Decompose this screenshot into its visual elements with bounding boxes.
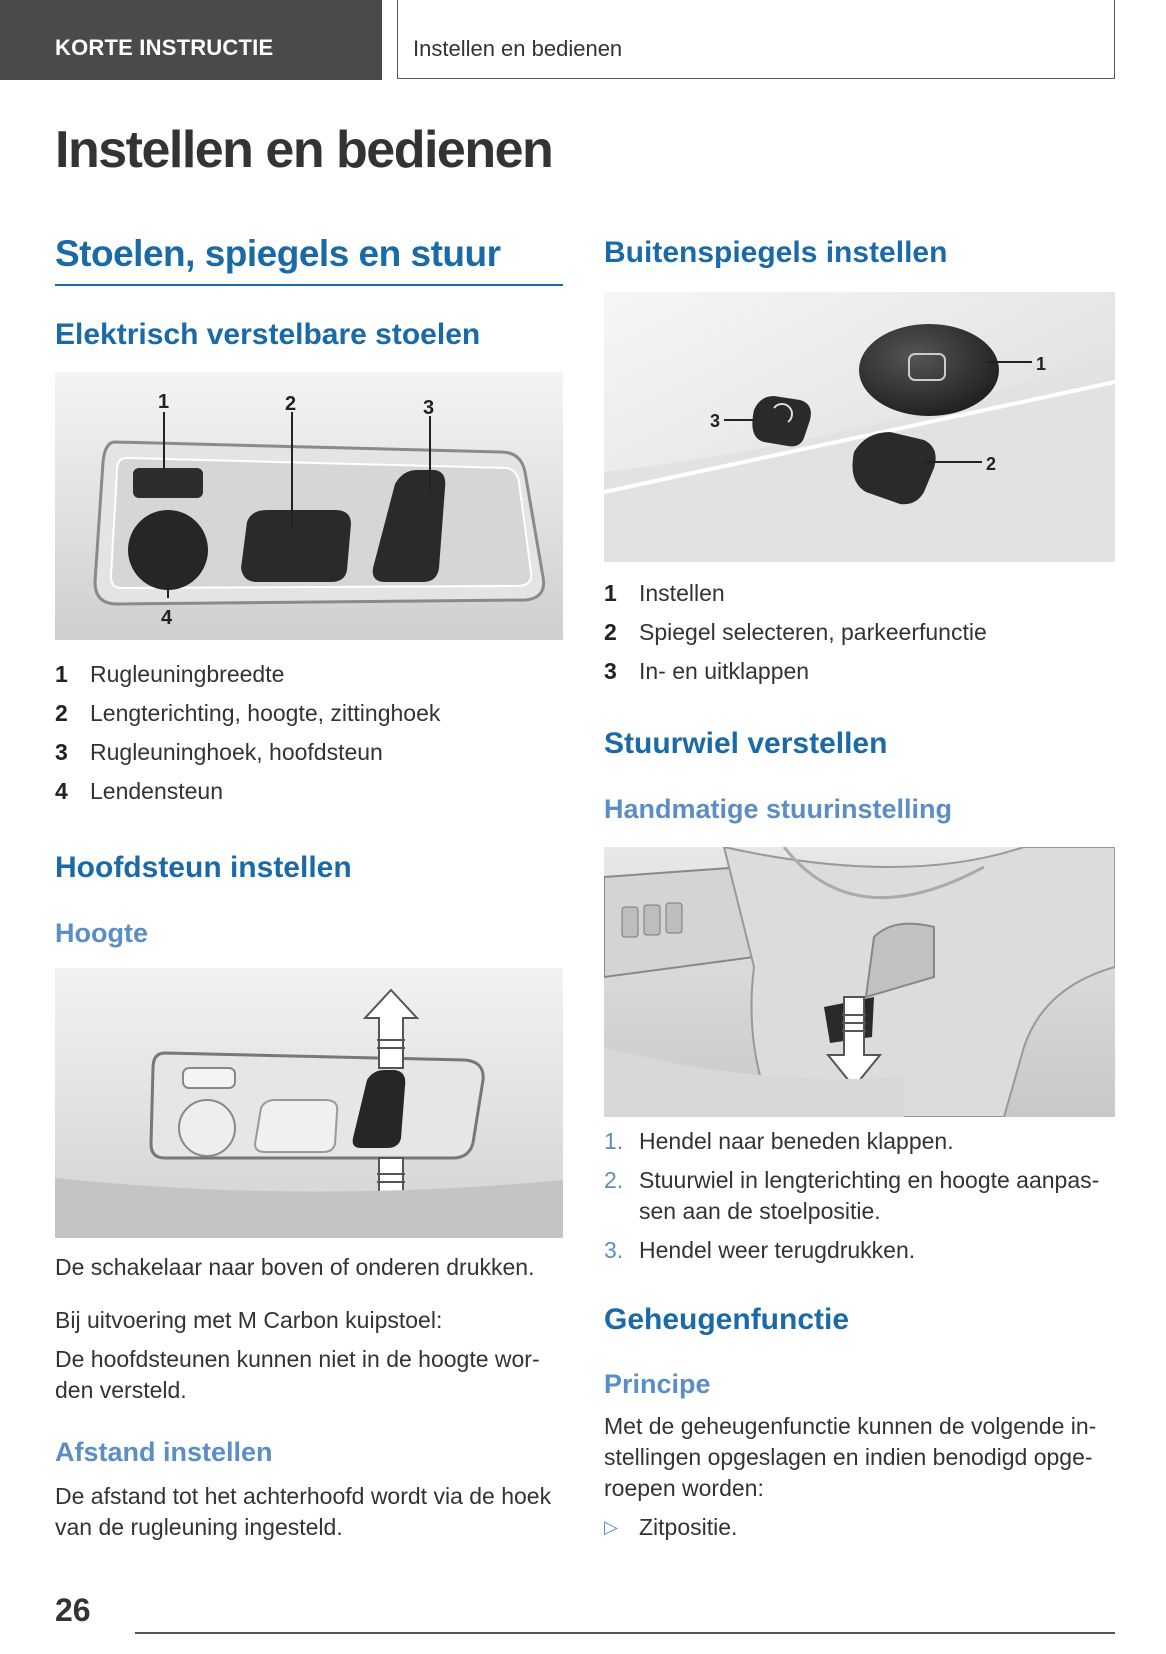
list-item [55, 772, 563, 811]
seat-callout-1: 1 [158, 391, 170, 413]
item-number: 3 [604, 658, 617, 684]
item-number: 1 [604, 580, 617, 606]
mirror-callout-2: 2 [986, 454, 997, 474]
bullet-marker: ▷ [604, 1517, 618, 1537]
bullet-text: Zitpositie. [639, 1514, 738, 1540]
seat-controls-figure [55, 372, 563, 640]
list-item [604, 1235, 1115, 1266]
item-number: 3 [55, 739, 68, 765]
step-line-2: sen aan de stoelpositie. [639, 1198, 881, 1224]
steering-lever-figure [604, 847, 1115, 1117]
item-label: Lendensteun [90, 778, 224, 804]
step-number: 3. [604, 1237, 624, 1263]
mirror-heading: Buitenspiegels instellen [604, 236, 948, 269]
height-heading: Hoogte [55, 918, 148, 948]
list-item [604, 574, 1115, 613]
seat-callout-2: 2 [285, 393, 297, 415]
item-label: Instellen [639, 580, 725, 606]
step-number: 2. [604, 1167, 624, 1193]
section-label: KORTE INSTRUCTIE [55, 35, 274, 60]
principle-line-3: roepen worden: [604, 1475, 764, 1501]
section-tab [0, 0, 382, 80]
mcarbon-line-2: den versteld. [55, 1377, 187, 1403]
list-item [604, 613, 1115, 652]
item-number: 1 [55, 661, 68, 687]
item-label: Spiegel selecteren, parkeerfunctie [639, 619, 987, 645]
mirror-callout-3: 3 [710, 411, 721, 431]
item-label: Rugleuninghoek, hoofdsteun [90, 739, 383, 765]
list-item [55, 694, 563, 733]
principle-line-1: Met de geheugenfunctie kunnen de volgende in- [604, 1413, 1097, 1439]
footer-rule [135, 1632, 1115, 1634]
height-instruction: De schakelaar naar boven of onderen drukken. [55, 1254, 535, 1280]
list-item [55, 655, 563, 694]
heading-rule [55, 284, 563, 286]
seat-legend-list [55, 655, 563, 811]
item-number: 4 [55, 778, 68, 804]
item-label: Rugleuningbreedte [90, 661, 285, 687]
seat-callout-3: 3 [423, 397, 435, 419]
headrest-heading: Hoofdsteun instellen [55, 851, 352, 884]
distance-line-1: De afstand tot het achterhoofd wordt via de hoek [55, 1483, 552, 1509]
list-item [604, 652, 1115, 691]
mirror-callout-1: 1 [1036, 354, 1047, 374]
memory-heading: Geheugenfunctie [604, 1303, 850, 1336]
step-line-1: Hendel naar beneden klappen. [639, 1128, 954, 1154]
steering-steps-list [604, 1126, 1115, 1266]
electric-seats-heading: Elektrisch verstelbare stoelen [55, 318, 481, 351]
mirror-controls-figure [604, 292, 1115, 562]
steering-heading: Stuurwiel verstellen [604, 727, 888, 760]
page-title: Instellen en bedienen [55, 121, 553, 179]
list-item [604, 1165, 1115, 1227]
distance-line-2: van de rugleuning ingesteld. [55, 1514, 343, 1540]
bullet-item [604, 1512, 1115, 1543]
step-line-1: Hendel weer terugdrukken. [639, 1237, 916, 1263]
list-item [604, 1126, 1115, 1157]
mirror-legend-list [604, 574, 1115, 691]
list-item [55, 733, 563, 772]
principle-line-2: stellingen opgeslagen en indien benodigd opge- [604, 1444, 1093, 1470]
item-number: 2 [604, 619, 617, 645]
item-number: 2 [55, 700, 68, 726]
seat-callout-4: 4 [161, 607, 173, 629]
item-label: In- en uitklappen [639, 658, 810, 684]
page-number: 26 [55, 1592, 91, 1628]
distance-heading: Afstand instellen [55, 1437, 273, 1467]
item-label: Lengterichting, hoogte, zittinghoek [90, 700, 441, 726]
chapter-label: Instellen en bedienen [413, 36, 623, 61]
principle-heading: Principe [604, 1369, 711, 1399]
mcarbon-line-1: De hoofdsteunen kunnen niet in de hoogte wor- [55, 1346, 540, 1372]
step-number: 1. [604, 1128, 624, 1154]
headrest-height-figure [55, 968, 563, 1238]
seats-heading: Stoelen, spiegels en stuur [55, 233, 501, 274]
manual-steering-heading: Handmatige stuurinstelling [604, 794, 953, 824]
step-line-1: Stuurwiel in lengterichting en hoogte aanpas- [639, 1167, 1100, 1193]
mcarbon-note: Bij uitvoering met M Carbon kuipstoel: [55, 1307, 443, 1333]
chapter-header [397, 0, 1115, 79]
